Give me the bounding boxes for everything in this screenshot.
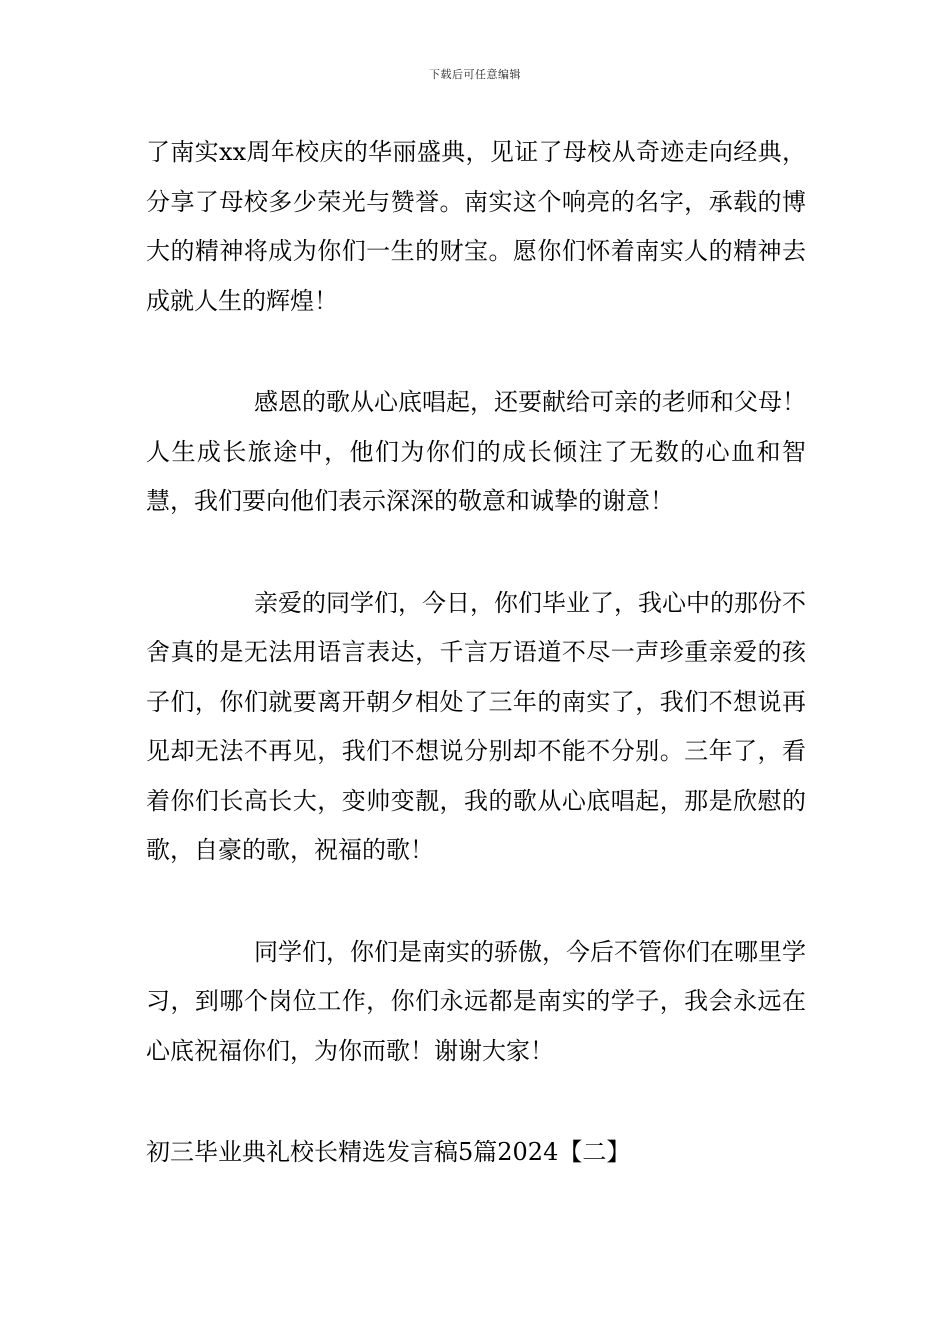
document-body: [146, 128, 806, 1178]
section-heading: 初三毕业典礼校长精选发言稿5篇2024【二】: [146, 1138, 631, 1166]
paragraph-4: 同学们，你们是南实的骄傲，今后不管你们在哪里学习，到哪个岗位工作，你们永远都是南实的学子，我会永远在心底祝福你们，为你而歌！谢谢大家！: [146, 937, 806, 1065]
page-header: 下载后可任意编辑: [429, 68, 521, 81]
paragraph-1: 了南实xx周年校庆的华丽盛典，见证了母校从奇迹走向经典，分享了母校多少荣光与赞誉。南实这个响亮的名字，承载的博大的精神将成为你们一生的财宝。愿你们怀着南实人的精神去成就人生的辉煌！: [146, 138, 806, 315]
paragraph-2: 感恩的歌从心底唱起，还要献给可亲的老师和父母！人生成长旅途中，他们为你们的成长倾注了无数的心血和智慧，我们要向他们表示深深的敬意和诚挚的谢意！: [146, 388, 806, 515]
paragraph-3: 亲爱的同学们，今日，你们毕业了，我心中的那份不舍真的是无法用语言表达，千言万语道不尽一声珍重亲爱的孩子们，你们就要离开朝夕相处了三年的南实了，我们不想说再见却无法不再见，我们不想说分别却不能不分别。三年了，看着你们长高长大，变帅变靓，我的歌从心底唱起，那是欣慰的歌，自豪的歌，祝福的歌！: [146, 588, 806, 864]
